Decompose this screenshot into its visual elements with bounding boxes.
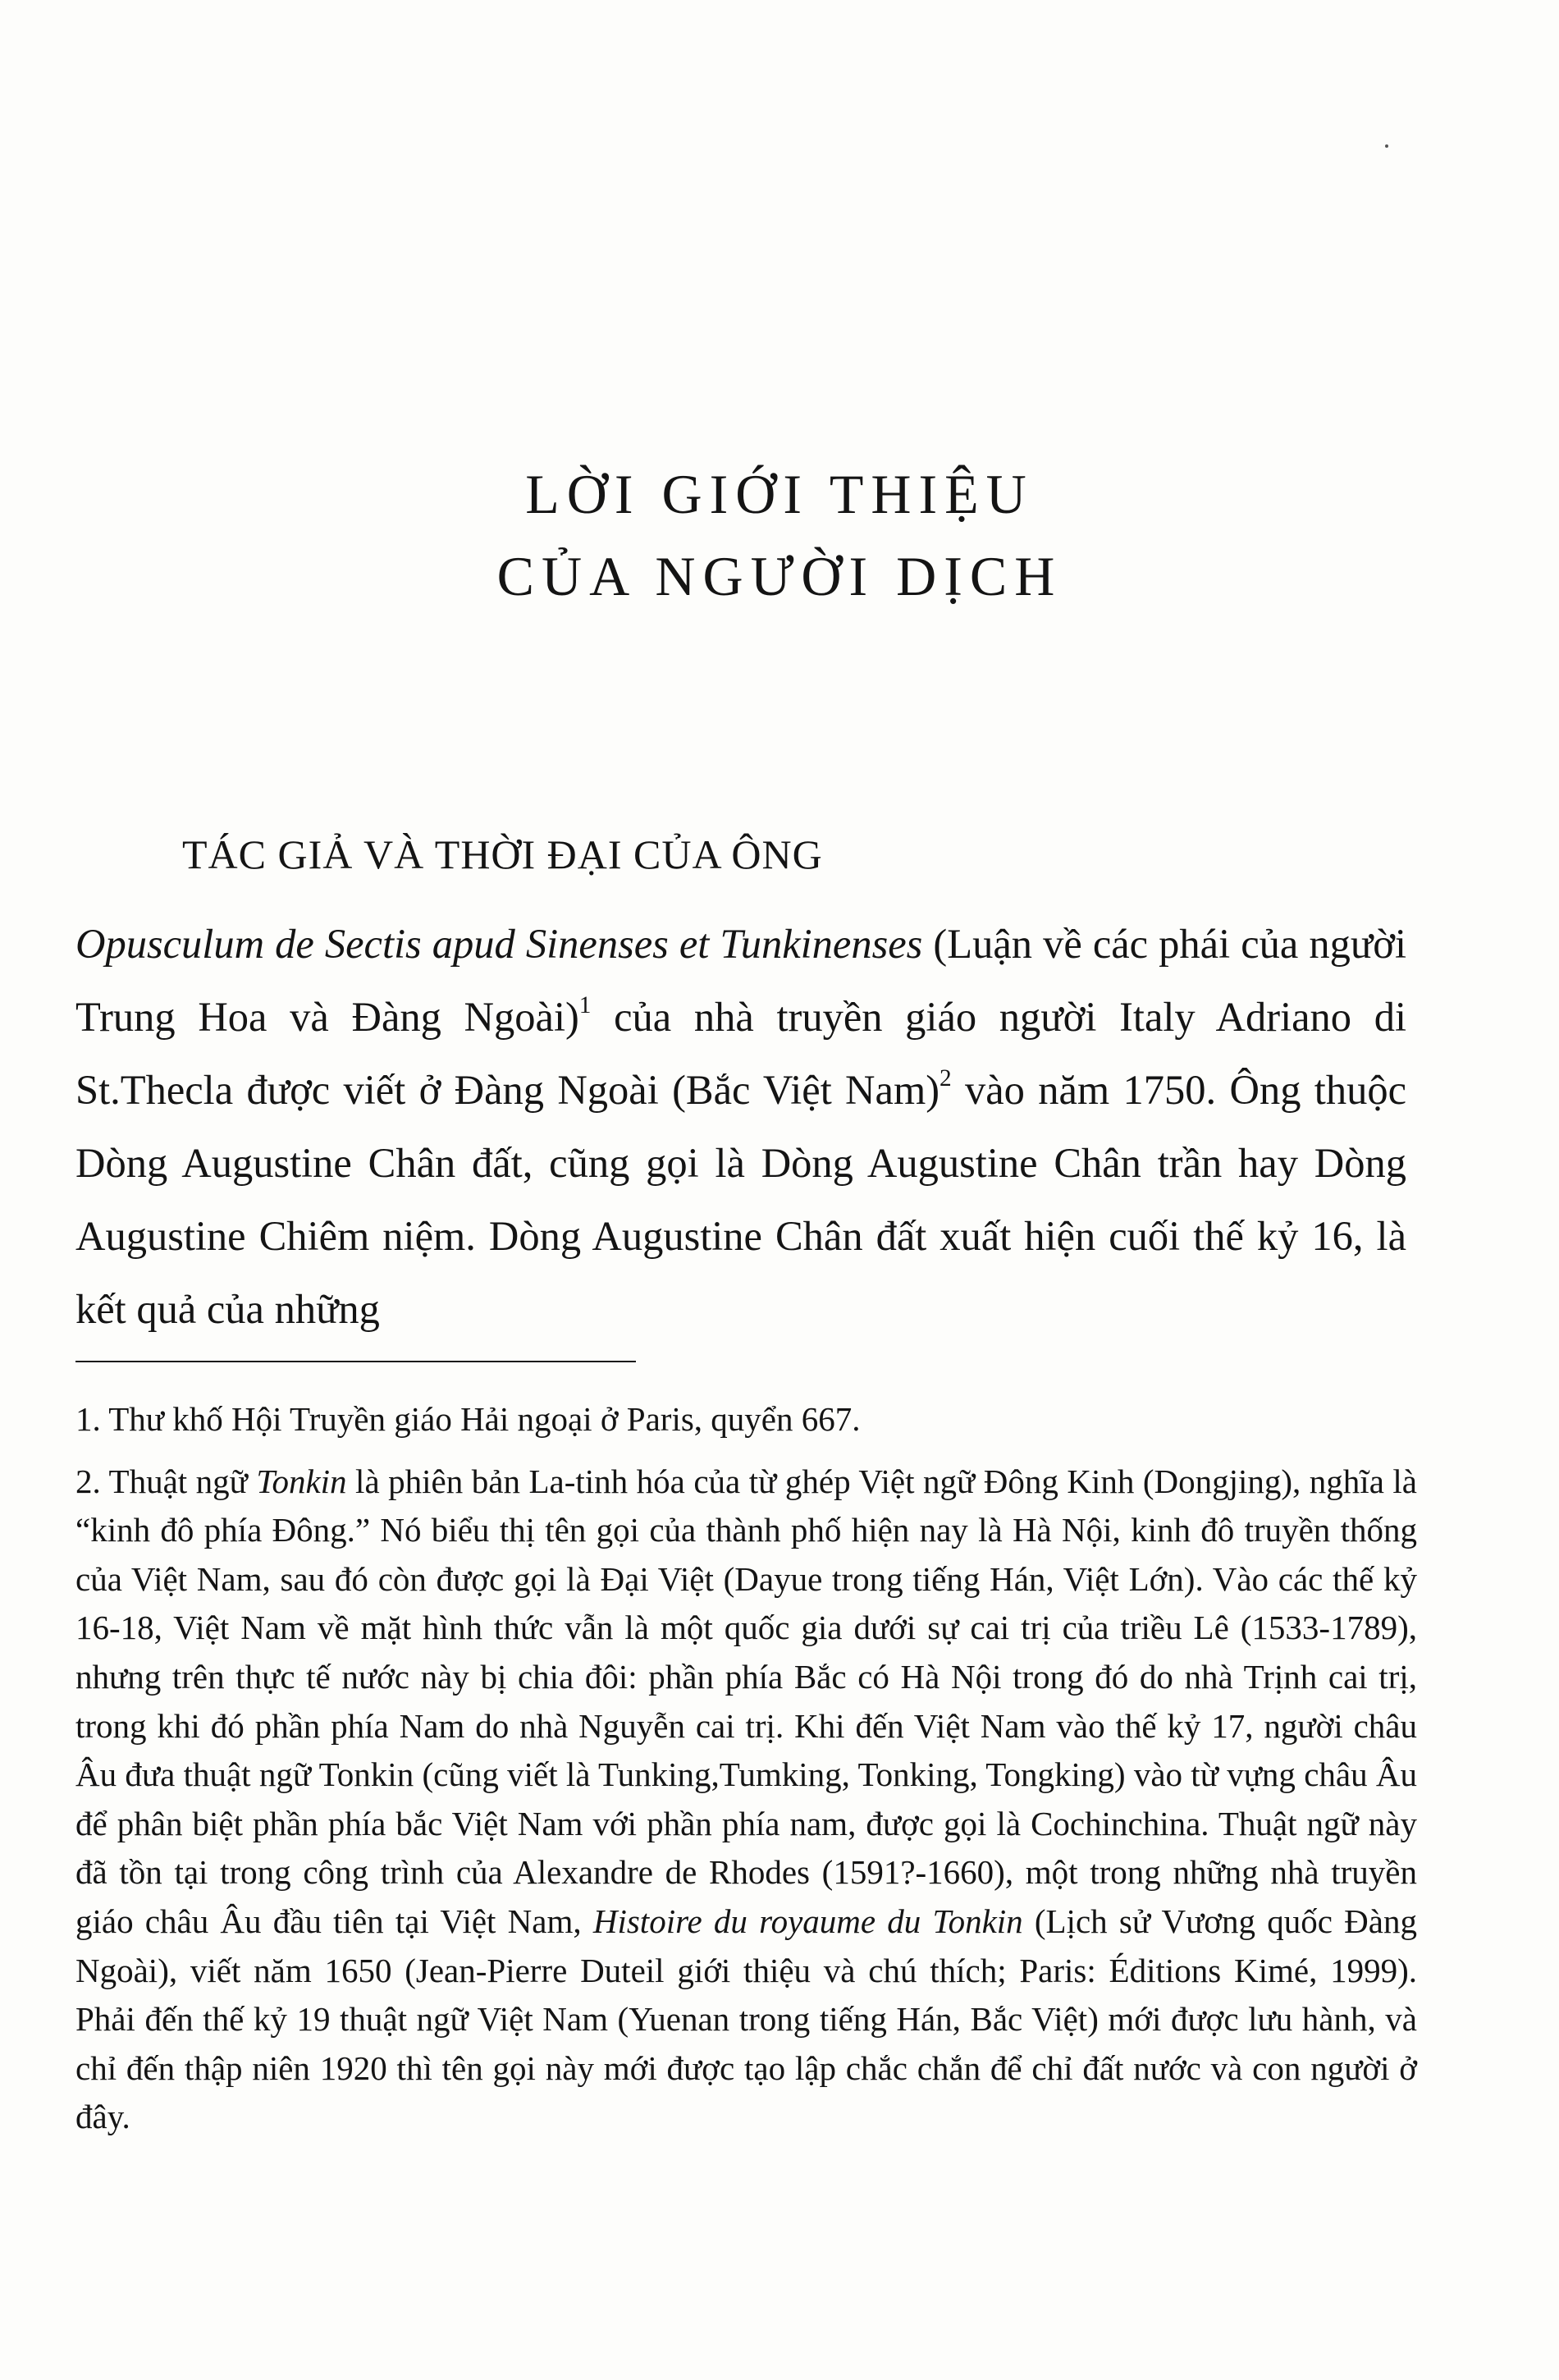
footnote-2-tonkin: Tonkin [256, 1462, 347, 1500]
work-title: Opusculum de Sectis apud Sinenses et Tunkinenses [75, 921, 923, 967]
footnote-2-text-b: là phiên bản La-tinh hóa của từ ghép Việt ngữ Đông Kinh (Dongjing), nghĩa là “kinh đô phía Đông.” Nó biểu thị tên gọi của thành phố hiện nay là Hà Nội, kinh đô truyền thống của Việt Nam, sau đó còn được gọi là Đại Việt (Dayue trong tiếng Hán, Việt Lớn). Vào các thế kỷ 16-18, Việt Nam về mặt hình thức vẫn là một quốc gia dưới sự cai trị của triều Lê (1533-1789), nhưng trên thực tế nước này bị chia đôi: phần phía Bắc có Hà Nội trong đó do nhà Trịnh cai trị, trong khi đó phần phía Nam do nhà Nguyễn cai trị. Khi đến Việt Nam vào thế kỷ 17, người châu Âu đưa thuật ngữ Tonkin (cũng viết là Tunking,Tumking, Tonking, Tongking) vào từ vựng châu Âu để phân biệt phần phía bắc Việt Nam với phần phía nam, được gọi là Cochinchina. Thuật ngữ này đã tồn tại trong công trình của Alexandre de Rhodes (1591?-1660), một trong những nhà truyền giáo châu Âu đầu tiên tại Việt Nam, [75, 1462, 1417, 1940]
footnote-divider [75, 1361, 636, 1362]
page-speck [1385, 144, 1388, 148]
body-paragraph [75, 908, 1406, 1346]
body-text-b: của nhà truyền giáo người Italy Adriano di St.Thecla được viết ở Đàng Ngoài (Bắc Việt Nam) [75, 994, 1406, 1113]
section-heading: TÁC GIẢ VÀ THỜI ĐẠI CỦA ÔNG [182, 831, 823, 877]
footnote-ref-1: 1 [578, 991, 592, 1018]
footnote-2-text-c: (Lịch sử Vương quốc Đàng Ngoài), viết năm 1650 (Jean-Pierre Duteil giới thiệu và chú thích; Paris: Éditions Kimé, 1999). Phải đến thế kỷ 19 thuật ngữ Việt Nam (Yuenan trong tiếng Hán, Bắc Việt) mới được lưu hành, và chỉ đến thập niên 1920 thì tên gọi này mới được tạo lập chắc chắn để chỉ đất nước và con người ở đây. [75, 1902, 1417, 2136]
footnotes [75, 1395, 1417, 2142]
footnote-1: 1. Thư khố Hội Truyền giáo Hải ngoại ở Paris, quyển 667. [75, 1400, 861, 1438]
page-title-line-2: CỦA NGƯỜI DỊCH [496, 545, 1063, 607]
page-title-line-1: LỜI GIỚI THIỆU [525, 463, 1034, 525]
footnote-2-book-title: Histoire du royaume du Tonkin [592, 1902, 1023, 1940]
footnote-2-text-a: 2. Thuật ngữ [75, 1462, 257, 1500]
footnote-ref-2: 2 [940, 1064, 952, 1092]
footnote-2 [75, 1458, 1417, 2142]
body-text-a: (Luận về các phái của người Trung Hoa và Đàng Ngoài) [75, 921, 1406, 1040]
body-text-c: vào năm 1750. Ông thuộc Dòng Augustine Chân đất, cũng gọi là Dòng Augustine Chân trần hay Dòng Augustine Chiêm niệm. Dòng Augustine Chân đất xuất hiện cuối thế kỷ 16, là kết quả của những [75, 1067, 1406, 1332]
